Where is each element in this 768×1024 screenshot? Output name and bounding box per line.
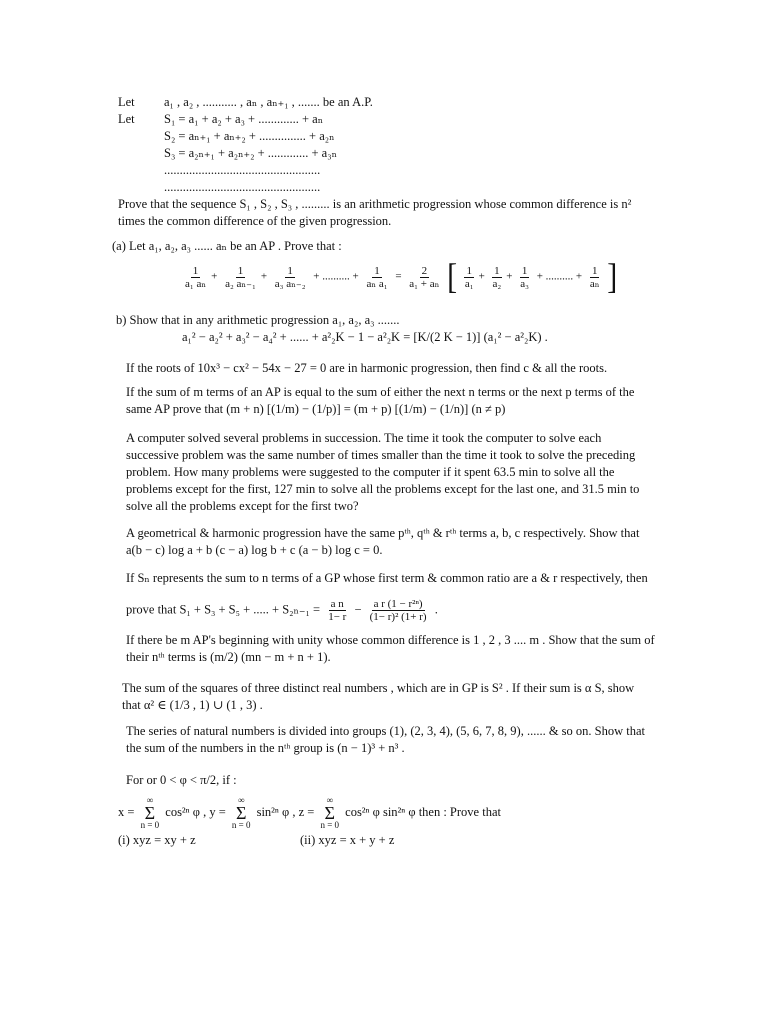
s2-expr: S₂ = aₙ₊₁ + aₙ₊₂ + ............... + a₂ₙ	[164, 129, 335, 143]
part-a-equation: $\frac{1}{\text{a₁ aₙ}}$ + $\frac{1}{\text{a₂ aₙ₋₁}}$ + $\frac{1}{\text{a₃ aₙ₋₂}}$ + .......... + $\frac{1}{\text{aₙ a₁}}$ = $\frac{2}{\text{a₁ + aₙ}}$ [ $\frac{1}{\text{a₁}}$ + $\frac{1}{\text{a₂}}$ + $\frac{1}{\text{a₃}}$ + .......... + $\frac{1}{\text{aₙ}}$ ]	[185, 256, 618, 297]
ap-sums-definitions	[118, 94, 658, 196]
x-label: x =	[118, 804, 135, 819]
fraction: $\frac{1}{\text{aₙ}}$	[589, 264, 600, 290]
z-term: cos²ⁿ φ sin²ⁿ φ then : Prove that	[345, 804, 501, 819]
squares-gp-problem: The sum of the squares of three distinct real numbers , which are in GP is S² . If their sum is α S, show that α² ∈ (1/3 , 1) ∪ (1 , 3) .	[122, 681, 635, 712]
let-label: Let	[118, 112, 135, 126]
period: .	[434, 602, 438, 617]
x-term: cos²ⁿ φ , y =	[165, 804, 226, 819]
summation-icon: ∞ Σ n = 0	[140, 795, 160, 830]
fraction: $\frac{1}{\text{a₃ aₙ₋₂}}$	[274, 264, 306, 290]
fraction: $\frac{1}{\text{a₁ aₙ}}$	[185, 264, 207, 290]
fraction: $\frac{2}{\text{a₁ + aₙ}}$	[409, 264, 440, 290]
fraction: $\frac{1}{\text{a₂}}$	[492, 264, 502, 290]
y-term: sin²ⁿ φ , z =	[256, 804, 315, 819]
ellipsis: + .......... +	[536, 270, 583, 283]
fraction: $\frac{\text{a r (1 − r²ⁿ)}}{\text{(1− r)² (1+ r)}}$	[369, 598, 427, 623]
part-a-intro: (a) Let a₁, a₂, a₃ ...... aₙ be an AP . Prove that :	[112, 239, 342, 253]
s1-expr: S₁ = a₁ + a₂ + a₃ + ............. + aₙ	[164, 112, 324, 126]
trig-series-definitions	[118, 796, 658, 830]
ellipsis: + .......... +	[313, 270, 359, 283]
trig-part-i: (i) xyz = xy + z	[118, 833, 196, 847]
natural-groups-problem: The series of natural numbers is divided into groups (1), (2, 3, 4), (5, 6, 7, 8, 9), ...... & so on. Show that the sum of the numbers in the nᵗʰ group is (n − 1)³ + n³ .	[126, 724, 646, 755]
fraction: $\frac{1}{\text{a₂ aₙ₋₁}}$	[225, 264, 256, 290]
fraction: $\frac{1}{\text{a₃}}$	[520, 264, 529, 290]
part-b-intro: b) Show that in any arithmetic progression a₁, a₂, a₃ .......	[116, 313, 400, 327]
m-terms-problem: If the sum of m terms of an AP is equal to the sum of either the next n terms or the next p terms of the same AP prove that (m + n) [(1/m) − (1/p)] = (m + p) [(1/m) − (1/n)] (n ≠ p)	[126, 385, 635, 416]
m-aps-problem: If there be m AP's beginning with unity whose common difference is 1 , 2 , 3 .... m . Show that the sum of their nᵗʰ terms is (m/2) (mn − m + n + 1).	[126, 633, 655, 664]
right-bracket: ]	[607, 256, 618, 297]
summation-icon: ∞ Σ n = 0	[231, 795, 251, 830]
computer-problem: A computer solved several problems in succession. The time it took the computer to solve each successive problem was the same number of times smaller than the time it took to solve the preceding problem. How many problems were suggested to the computer if it spent 63.5 min to solve all the problems except for the first, 127 min to solve all the problems except for the last one, and 31.5 min to solve all the problems except for the first two?	[126, 431, 640, 513]
ap-sums-prove-text: Prove that the sequence S₁ , S₂ , S₃ , ......... is an arithmetic progression whose common difference is n² times the common difference of the given progression.	[118, 197, 632, 228]
gp-sum-equation	[126, 598, 656, 623]
fraction: $\frac{1}{\text{a₁}}$	[464, 264, 474, 290]
part-b-expression: a₁² − a₂² + a₃² − a₄² + ...... + a²₂K − 1 − a²₂K = [K/(2 K − 1)] (a₁² − a²₂K) .	[182, 330, 548, 344]
gp-hp-problem: A geometrical & harmonic progression have the same pᵗʰ, qᵗʰ & rᵗʰ terms a, b, c respectively. Show that a(b − c) log a + b (c − a) log b + c (a − b) log c = 0.	[126, 526, 640, 557]
gp-sum-intro: If Sₙ represents the sum to n terms of a GP whose first term & common ratio are a & r respectively, then	[126, 571, 648, 585]
ap-sequence-expr: a₁ , a₂ , ........... , aₙ , aₙ₊₁ , ....... be an A.P.	[164, 95, 373, 109]
let-label: Let	[118, 95, 135, 109]
dotted-line: ..................................................	[164, 163, 321, 177]
trig-intro: For or 0 < φ < π/2, if :	[126, 773, 237, 787]
harmonic-roots-problem: If the roots of 10x³ − cx² − 54x − 27 = 0 are in harmonic progression, then find c & all the roots.	[126, 361, 608, 375]
summation-icon: ∞ Σ n = 0	[320, 795, 340, 830]
left-bracket: [	[447, 256, 458, 297]
equals-sign: =	[395, 270, 402, 283]
dotted-line: ..................................................	[164, 180, 321, 194]
minus-sign: −	[354, 602, 362, 617]
gp-sum-lhs: prove that S₁ + S₃ + S₅ + ..... + S₂ₙ₋₁ =	[126, 602, 321, 617]
s3-expr: S₃ = a₂ₙ₊₁ + a₂ₙ₊₂ + ............. + a₃ₙ	[164, 146, 337, 160]
trig-part-ii: (ii) xyz = x + y + z	[300, 833, 395, 847]
fraction: $\frac{\text{a n}}{1- r}$	[328, 598, 347, 623]
fraction: $\frac{1}{\text{aₙ a₁}}$	[366, 264, 388, 290]
